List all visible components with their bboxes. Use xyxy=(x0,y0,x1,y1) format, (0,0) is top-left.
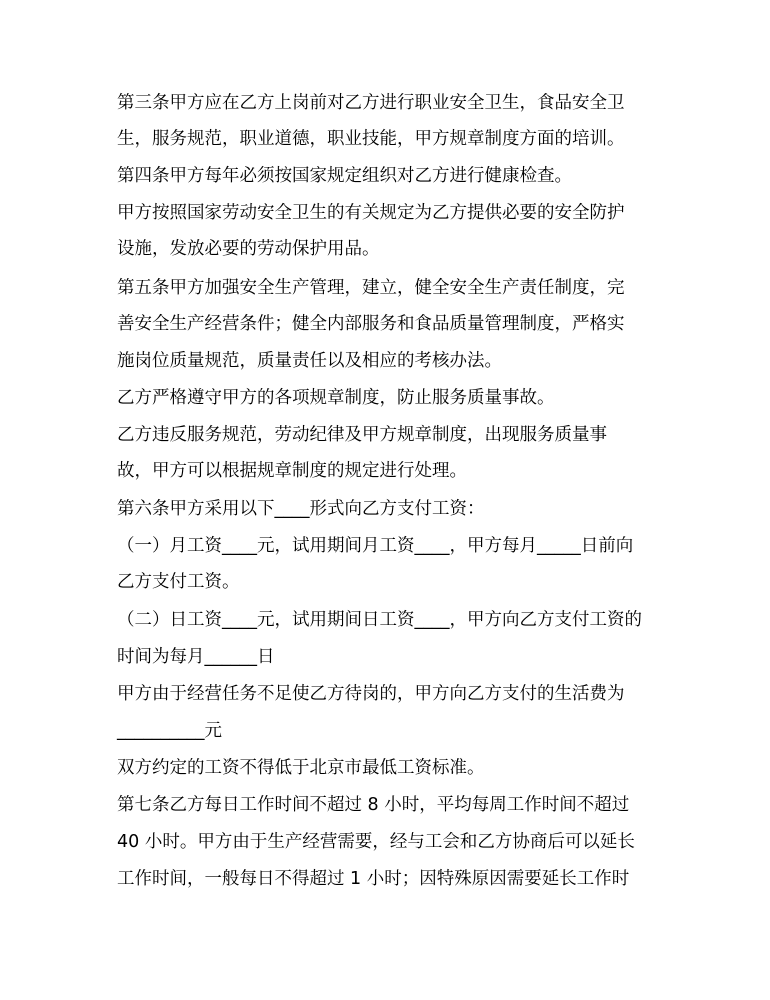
text-line: 工作时间，一般每日不得超过 1 小时；因特殊原因需要延长工作时 xyxy=(117,869,630,889)
text-line: 设施，发放必要的劳动保护用品。 xyxy=(117,239,380,259)
text-line: 生，服务规范，职业道德，职业技能，甲方规章制度方面的培训。 xyxy=(117,129,625,149)
text-line: （二）日工资____元，试用期间日工资____，甲方向乙方支付工资的 xyxy=(117,610,642,630)
text-line: 甲方由于经营任务不足使乙方待岗的，甲方向乙方支付的生活费为 xyxy=(117,684,625,704)
text-line: 第五条甲方加强安全生产管理，建立，健全安全生产责任制度，完 xyxy=(117,278,625,298)
text-line: 故，甲方可以根据规章制度的规定进行处理。 xyxy=(117,461,467,481)
text-line: 时间为每月______日 xyxy=(117,647,275,667)
text-line: 40 小时。甲方由于生产经营需要，经与工会和乙方协商后可以延长 xyxy=(117,832,635,852)
text-line: 乙方支付工资。 xyxy=(117,572,240,592)
text-line: 第七条乙方每日工作时间不超过 8 小时，平均每周工作时间不超过 xyxy=(117,795,630,815)
text-line: 甲方按照国家劳动安全卫生的有关规定为乙方提供必要的安全防护 xyxy=(117,203,625,223)
text-line: __________元 xyxy=(117,721,222,741)
text-line: 第六条甲方采用以下____形式向乙方支付工资： xyxy=(117,499,485,519)
text-line: （一）月工资____元，试用期间月工资____，甲方每月_____日前向 xyxy=(117,536,634,556)
text-line: 乙方严格遵守甲方的各项规章制度，防止服务质量事故。 xyxy=(117,388,555,408)
text-line: 第四条甲方每年必须按国家规定组织对乙方进行健康检查。 xyxy=(117,166,572,186)
text-line: 乙方违反服务规范，劳动纪律及甲方规章制度，出现服务质量事 xyxy=(117,425,607,445)
text-line: 善安全生产经营条件；健全内部服务和食品质量管理制度，严格实 xyxy=(117,314,625,334)
text-line: 双方约定的工资不得低于北京市最低工资标准。 xyxy=(117,758,485,778)
text-line: 第三条甲方应在乙方上岗前对乙方进行职业安全卫生，食品安全卫 xyxy=(117,93,625,113)
text-line: 施岗位质量规范，质量责任以及相应的考核办法。 xyxy=(117,351,502,371)
